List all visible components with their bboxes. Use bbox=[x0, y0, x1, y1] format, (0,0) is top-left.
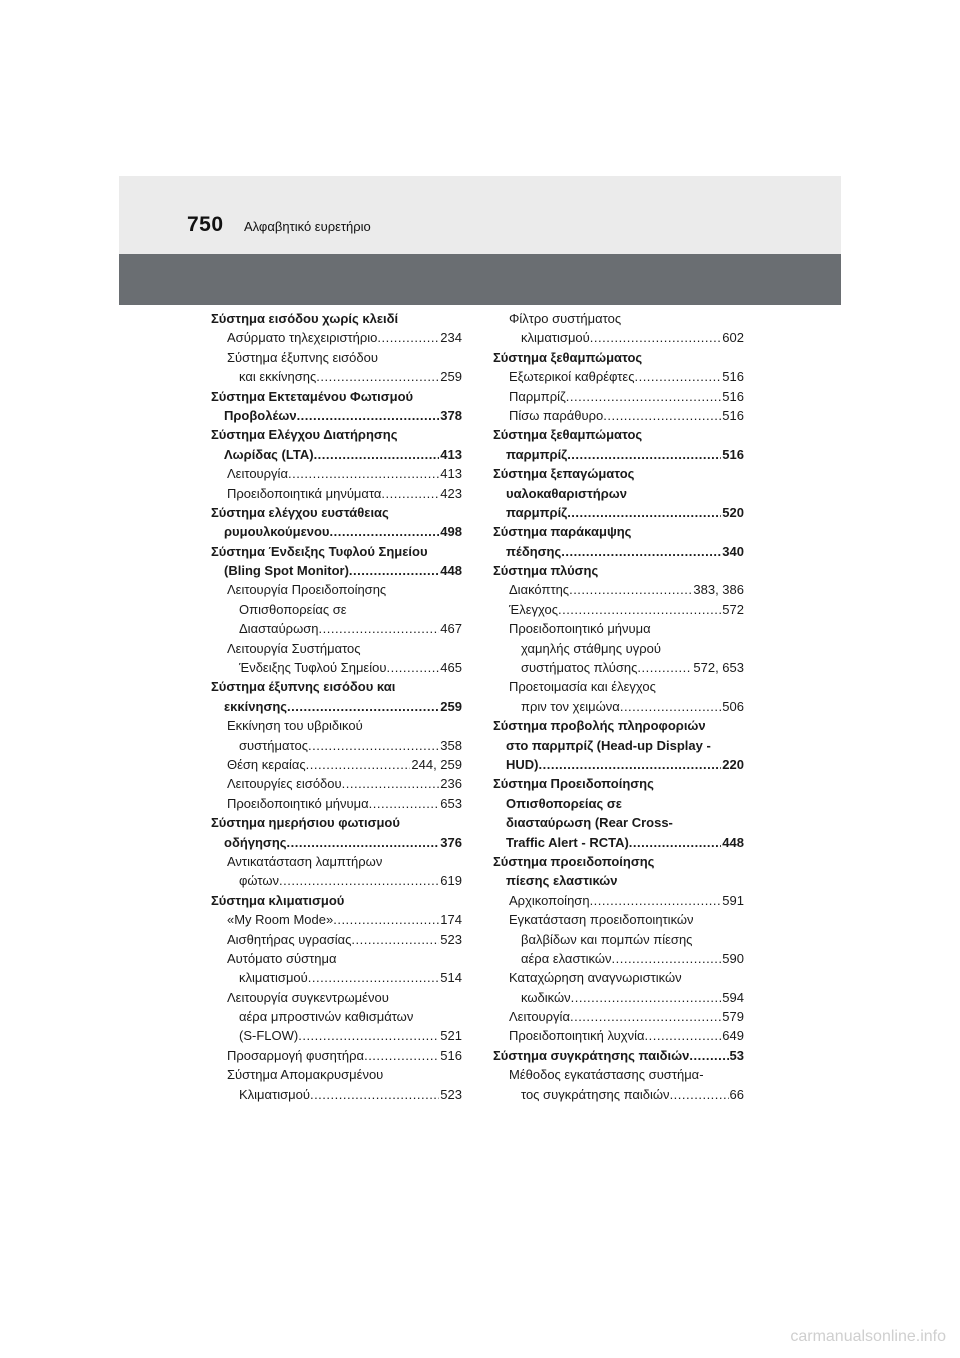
entry-text: συστήματος πλύσης bbox=[521, 660, 638, 676]
entry-text: Κλιματισμού bbox=[239, 1086, 310, 1102]
entry-text: Πίσω παράθυρο bbox=[509, 407, 604, 423]
entry-text: υαλοκαθαριστήρων bbox=[506, 485, 627, 501]
index-entry bbox=[211, 580, 462, 599]
entry-text: παρμπρίζ bbox=[506, 446, 568, 462]
entry-text: παρμπρίζ bbox=[506, 504, 568, 520]
entry-text: Σύστημα κλιματισμού bbox=[211, 892, 345, 908]
index-entry bbox=[211, 852, 462, 871]
page-reference: 498 bbox=[440, 524, 462, 540]
index-heading bbox=[493, 716, 744, 735]
page-reference: 516 bbox=[722, 369, 744, 385]
index-entry bbox=[211, 1085, 462, 1104]
index-entry bbox=[211, 794, 462, 813]
page-reference: 376 bbox=[440, 834, 462, 850]
index-entry bbox=[211, 755, 462, 774]
page-reference: 413 bbox=[440, 446, 462, 462]
entry-text: Λειτουργία Συστήματος bbox=[227, 640, 361, 656]
dot-leader bbox=[620, 697, 721, 716]
page-number: 750 bbox=[187, 213, 224, 236]
index-heading bbox=[211, 813, 462, 832]
page-reference: 590 bbox=[722, 950, 744, 966]
index-entry bbox=[211, 367, 462, 386]
dot-leader bbox=[670, 1085, 729, 1104]
index-entry bbox=[211, 968, 462, 987]
entry-text: κλιματισμού bbox=[239, 970, 308, 986]
page-reference: 516 bbox=[722, 388, 744, 404]
page-reference: 602 bbox=[722, 330, 744, 346]
entry-text: Οπισθοπορείας σε bbox=[239, 601, 347, 617]
index-entry bbox=[211, 464, 462, 483]
dot-leader bbox=[319, 619, 440, 638]
index-entry bbox=[493, 580, 744, 599]
index-heading bbox=[493, 871, 744, 890]
dot-leader bbox=[566, 387, 722, 406]
page-reference: 259 bbox=[440, 698, 462, 714]
index-entry bbox=[211, 716, 462, 735]
dot-leader bbox=[558, 600, 721, 619]
entry-text: Αντικατάσταση λαμπτήρων bbox=[227, 853, 383, 869]
dot-leader bbox=[689, 1046, 728, 1065]
entry-text: Αισθητήρας υγρασίας bbox=[227, 931, 352, 947]
entry-text: Σύστημα ελέγχου ευστάθειας bbox=[211, 504, 389, 520]
index-entry bbox=[211, 988, 462, 1007]
page-reference: 423 bbox=[440, 485, 462, 501]
entry-text: Προβολέων bbox=[224, 407, 297, 423]
dot-leader bbox=[567, 503, 721, 522]
index-heading bbox=[493, 522, 744, 541]
page-reference: 259 bbox=[440, 369, 462, 385]
entry-text: Αυτόματο σύστημα bbox=[227, 950, 337, 966]
dot-leader bbox=[567, 445, 721, 464]
index-heading bbox=[493, 503, 744, 522]
section-band bbox=[119, 254, 841, 305]
header-band bbox=[119, 176, 841, 254]
index-heading bbox=[493, 755, 744, 774]
dot-leader bbox=[570, 1007, 721, 1026]
dot-leader bbox=[310, 1085, 439, 1104]
index-entry bbox=[493, 988, 744, 1007]
index-entry bbox=[211, 484, 462, 503]
index-heading bbox=[493, 542, 744, 561]
dot-leader bbox=[634, 367, 721, 386]
entry-text: Λειτουργίες εισόδου bbox=[227, 776, 342, 792]
entry-text: Διακόπτης bbox=[509, 582, 570, 598]
index-entry bbox=[493, 600, 744, 619]
index-heading bbox=[211, 425, 462, 444]
dot-leader bbox=[287, 697, 439, 716]
entry-text: Σύστημα Εκτεταμένου Φωτισμού bbox=[211, 388, 414, 404]
index-heading bbox=[211, 406, 462, 425]
index-heading bbox=[211, 697, 462, 716]
watermark: carmanualsonline.info bbox=[790, 1328, 946, 1345]
index-heading bbox=[211, 677, 462, 696]
index-entry bbox=[493, 328, 744, 347]
index-entry bbox=[211, 1026, 462, 1045]
index-heading bbox=[211, 503, 462, 522]
dot-leader bbox=[590, 891, 722, 910]
dot-leader bbox=[381, 484, 439, 503]
page-reference: 174 bbox=[440, 912, 462, 928]
page-reference: 514 bbox=[440, 970, 462, 986]
index-column-left bbox=[211, 309, 462, 1104]
page-reference: 465 bbox=[440, 660, 462, 676]
index-entry bbox=[493, 1085, 744, 1104]
dot-leader bbox=[603, 406, 721, 425]
dot-leader bbox=[571, 988, 722, 1007]
index-entry bbox=[493, 910, 744, 929]
dot-leader bbox=[612, 949, 722, 968]
page-reference: 467 bbox=[440, 621, 462, 637]
entry-text: Ένδειξης Τυφλού Σημείου bbox=[239, 660, 387, 676]
entry-text: στο παρμπρίζ (Head-up Display - bbox=[506, 737, 711, 753]
entry-text: Σύστημα πλύσης bbox=[493, 563, 599, 579]
index-entry bbox=[211, 871, 462, 890]
index-heading bbox=[493, 484, 744, 503]
index-heading bbox=[211, 833, 462, 852]
entry-text: Λειτουργία bbox=[509, 1009, 570, 1025]
page-reference: 378 bbox=[440, 407, 462, 423]
index-entry bbox=[493, 968, 744, 987]
index-heading bbox=[493, 445, 744, 464]
index-entry bbox=[211, 658, 462, 677]
entry-text: Προετοιμασία και έλεγχος bbox=[509, 679, 656, 695]
entry-text: Εξωτερικοί καθρέφτες bbox=[509, 369, 635, 385]
entry-text: Ασύρματο τηλεχειριστήριο bbox=[227, 330, 378, 346]
index-heading bbox=[493, 464, 744, 483]
dot-leader bbox=[298, 1026, 439, 1045]
entry-text: και εκκίνησης bbox=[239, 369, 317, 385]
entry-text: Σύστημα Προειδοποίησης bbox=[493, 776, 654, 792]
dot-leader bbox=[590, 328, 722, 347]
entry-text: Οπισθοπορείας σε bbox=[506, 795, 622, 811]
page-reference: 591 bbox=[722, 892, 744, 908]
dot-leader bbox=[645, 1026, 722, 1045]
index-heading bbox=[493, 852, 744, 871]
page-reference: 448 bbox=[722, 834, 744, 850]
page-reference: 579 bbox=[722, 1009, 744, 1025]
entry-text: Σύστημα Ένδειξης Τυφλού Σημείου bbox=[211, 543, 428, 559]
entry-text: Σύστημα παράκαμψης bbox=[493, 524, 632, 540]
entry-text: χαμηλής στάθμης υγρού bbox=[521, 640, 661, 656]
entry-text: Σύστημα ξεπαγώματος bbox=[493, 466, 635, 482]
index-entry bbox=[493, 639, 744, 658]
entry-text: Λωρίδας (LTA) bbox=[224, 446, 314, 462]
entry-text: (S-FLOW) bbox=[239, 1028, 299, 1044]
page-reference: 220 bbox=[722, 756, 744, 772]
dot-leader bbox=[386, 658, 439, 677]
dot-leader bbox=[377, 328, 439, 347]
index-entry bbox=[493, 387, 744, 406]
index-entry bbox=[493, 891, 744, 910]
index-entry bbox=[211, 600, 462, 619]
dot-leader bbox=[349, 561, 439, 580]
index-entry bbox=[211, 774, 462, 793]
entry-text: Διασταύρωση bbox=[239, 621, 319, 637]
entry-text: Προειδοποιητική λυχνία bbox=[509, 1028, 645, 1044]
entry-text: Εκκίνηση του υβριδικού bbox=[227, 718, 363, 734]
dot-leader bbox=[539, 755, 722, 774]
dot-leader bbox=[308, 968, 440, 987]
entry-text: Φίλτρο συστήματος bbox=[509, 311, 622, 326]
page-reference: 358 bbox=[440, 737, 462, 753]
entry-text: διασταύρωση (Rear Cross- bbox=[506, 815, 673, 831]
index-entry bbox=[493, 619, 744, 638]
entry-text: Σύστημα ξεθαμπώματος bbox=[493, 427, 643, 443]
index-entry bbox=[211, 1065, 462, 1084]
index-heading bbox=[211, 561, 462, 580]
entry-text: Σύστημα Απομακρυσμένου bbox=[227, 1067, 384, 1083]
entry-text: «My Room Mode» bbox=[227, 912, 334, 928]
index-heading bbox=[493, 833, 744, 852]
index-heading bbox=[493, 348, 744, 367]
page-reference: 506 bbox=[722, 698, 744, 714]
index-heading bbox=[211, 522, 462, 541]
dot-leader bbox=[306, 755, 411, 774]
page-reference: 234 bbox=[440, 330, 462, 346]
page-reference: 523 bbox=[440, 931, 462, 947]
entry-text: Καταχώρηση αναγνωριστικών bbox=[509, 970, 682, 986]
entry-text: πριν τον χειμώνα bbox=[521, 698, 620, 714]
page-reference: 448 bbox=[440, 563, 462, 579]
page-reference: 572, 653 bbox=[693, 660, 744, 676]
index-heading bbox=[211, 542, 462, 561]
page-reference: 236 bbox=[440, 776, 462, 792]
index-entry bbox=[211, 328, 462, 347]
dot-leader bbox=[308, 736, 439, 755]
index-entry bbox=[211, 348, 462, 367]
index-heading bbox=[211, 309, 462, 328]
page-reference: 520 bbox=[722, 504, 744, 520]
index-heading bbox=[493, 794, 744, 813]
index-entry bbox=[211, 619, 462, 638]
page-reference: 340 bbox=[722, 543, 744, 559]
index-heading bbox=[493, 813, 744, 832]
entry-text: ρυμουλκούμενου bbox=[224, 524, 330, 540]
entry-text: Σύστημα συγκράτησης παιδιών bbox=[493, 1047, 690, 1063]
dot-leader bbox=[351, 930, 439, 949]
page-reference: 523 bbox=[440, 1086, 462, 1102]
dot-leader bbox=[369, 794, 440, 813]
index-heading bbox=[493, 1046, 744, 1065]
index-heading bbox=[493, 425, 744, 444]
entry-text: αέρα ελαστικών bbox=[521, 950, 612, 966]
entry-text: Έλεγχος bbox=[509, 601, 558, 617]
dot-leader bbox=[569, 580, 692, 599]
entry-text: βαλβίδων και πομπών πίεσης bbox=[521, 931, 693, 947]
page-reference: 66 bbox=[729, 1086, 744, 1102]
page-reference: 244, 259 bbox=[411, 756, 462, 772]
page-reference: 653 bbox=[440, 795, 462, 811]
entry-text: εκκίνησης bbox=[224, 698, 288, 714]
page-reference: 383, 386 bbox=[693, 582, 744, 598]
index-entry bbox=[493, 697, 744, 716]
index-entry bbox=[211, 949, 462, 968]
dot-leader bbox=[342, 774, 440, 793]
page-reference: 572 bbox=[722, 601, 744, 617]
index-heading bbox=[211, 445, 462, 464]
page-reference: 619 bbox=[440, 873, 462, 889]
index-entry bbox=[211, 639, 462, 658]
index-entry bbox=[493, 949, 744, 968]
entry-text: (Bling Spot Monitor) bbox=[224, 563, 349, 579]
entry-text: Λειτουργία συγκεντρωμένου bbox=[227, 989, 389, 1005]
index-entry bbox=[211, 910, 462, 929]
entry-text: Μέθοδος εγκατάστασης συστήμα- bbox=[509, 1067, 704, 1083]
index-heading bbox=[211, 387, 462, 406]
entry-text: HUD) bbox=[506, 756, 539, 772]
entry-text: Λειτουργία Προειδοποίησης bbox=[227, 582, 387, 598]
dot-leader bbox=[561, 542, 721, 561]
page-reference: 516 bbox=[440, 1047, 462, 1063]
entry-text: Εγκατάσταση προειδοποιητικών bbox=[509, 912, 694, 928]
page-reference: 413 bbox=[440, 466, 462, 482]
page-title: Αλφαβητικό ευρετήριο bbox=[244, 219, 371, 234]
index-entry bbox=[493, 406, 744, 425]
page-reference: 521 bbox=[440, 1028, 462, 1044]
entry-text: Προειδοποιητικό μήνυμα bbox=[227, 795, 369, 811]
entry-text: συστήματος bbox=[239, 737, 308, 753]
entry-text: Παρμπρίζ bbox=[509, 388, 566, 404]
index-entry bbox=[493, 1026, 744, 1045]
entry-text: τος συγκράτησης παιδιών bbox=[521, 1086, 670, 1102]
entry-text: Traffic Alert - RCTA) bbox=[506, 834, 629, 850]
page-reference: 516 bbox=[722, 407, 744, 423]
index-entry bbox=[211, 736, 462, 755]
entry-text: Προσαρμογή φυσητήρα bbox=[227, 1047, 365, 1063]
entry-text: Αρχικοποίηση bbox=[509, 892, 590, 908]
dot-leader bbox=[279, 871, 439, 890]
page-reference: 649 bbox=[722, 1028, 744, 1044]
entry-text: κωδικών bbox=[521, 989, 571, 1005]
entry-text: Λειτουργία bbox=[227, 466, 288, 482]
dot-leader bbox=[629, 833, 722, 852]
dot-leader bbox=[637, 658, 692, 677]
dot-leader bbox=[287, 833, 440, 852]
entry-text: φώτων bbox=[239, 873, 279, 889]
dot-leader bbox=[314, 445, 440, 464]
entry-text: πέδησης bbox=[506, 543, 562, 559]
entry-text: Σύστημα Ελέγχου Διατήρησης bbox=[211, 427, 398, 443]
entry-text: Σύστημα προειδοποίησης bbox=[493, 853, 655, 869]
index-entry bbox=[493, 677, 744, 696]
entry-text: κλιματισμού bbox=[521, 330, 590, 346]
page-reference: 594 bbox=[722, 989, 744, 1005]
index-heading bbox=[493, 774, 744, 793]
entry-text: Σύστημα εισόδου χωρίς κλειδί bbox=[211, 311, 399, 326]
dot-leader bbox=[297, 406, 440, 425]
entry-text: Θέση κεραίας bbox=[227, 756, 306, 772]
entry-text: Σύστημα έξυπνης εισόδου bbox=[227, 349, 378, 365]
page-reference: 516 bbox=[722, 446, 744, 462]
index-entry bbox=[493, 1065, 744, 1084]
index-entry bbox=[493, 658, 744, 677]
page-reference: 53 bbox=[729, 1047, 744, 1063]
index-entry bbox=[493, 309, 744, 328]
index-heading bbox=[493, 736, 744, 755]
entry-text: Σύστημα ημερήσιου φωτισμού bbox=[211, 815, 400, 831]
index-heading bbox=[493, 561, 744, 580]
dot-leader bbox=[333, 910, 439, 929]
entry-text: Σύστημα προβολής πληροφοριών bbox=[493, 718, 706, 734]
entry-text: Προειδοποιητικό μήνυμα bbox=[509, 621, 651, 637]
index-entry bbox=[493, 930, 744, 949]
dot-leader bbox=[364, 1046, 439, 1065]
index-entry bbox=[211, 930, 462, 949]
entry-text: Σύστημα ξεθαμπώματος bbox=[493, 349, 643, 365]
index-entry bbox=[493, 1007, 744, 1026]
index-entry bbox=[493, 367, 744, 386]
dot-leader bbox=[288, 464, 439, 483]
entry-text: οδήγησης bbox=[224, 834, 287, 850]
index-entry bbox=[211, 1007, 462, 1026]
dot-leader bbox=[316, 367, 439, 386]
entry-text: Προειδοποιητικά μηνύματα bbox=[227, 485, 382, 501]
index-column-right bbox=[493, 309, 744, 1104]
dot-leader bbox=[330, 522, 440, 541]
entry-text: πίεσης ελαστικών bbox=[506, 873, 618, 889]
entry-text: αέρα μπροστινών καθισμάτων bbox=[239, 1009, 414, 1025]
entry-text: Σύστημα έξυπνης εισόδου και bbox=[211, 679, 396, 695]
index-entry bbox=[211, 1046, 462, 1065]
index-heading bbox=[211, 891, 462, 910]
